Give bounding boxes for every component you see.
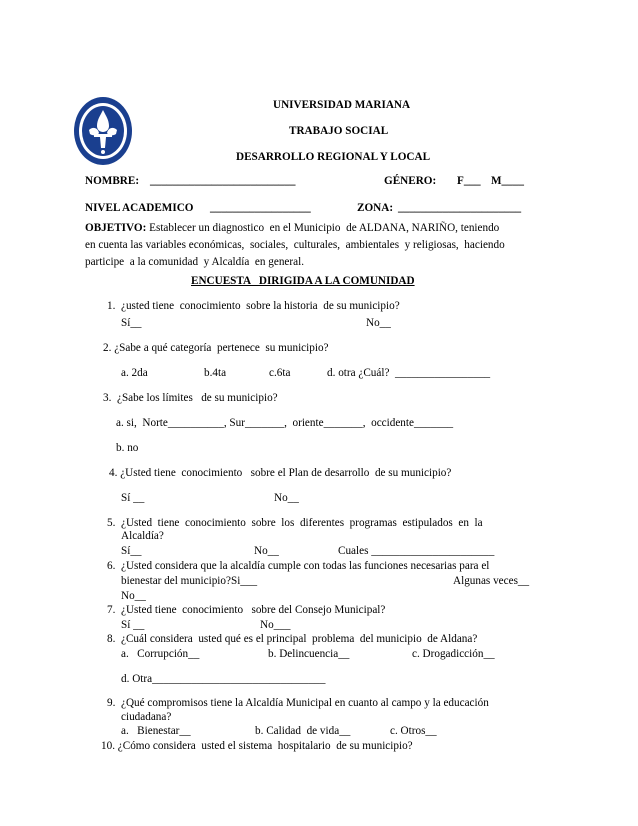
genero-f-option[interactable]: F___ <box>457 175 481 187</box>
objective-line-2: en cuenta las variables económicas, sociales, culturales, ambientales y religiosas, haciendo <box>85 239 505 251</box>
objective-label: OBJETIVO: <box>85 222 147 234</box>
q8-option-a[interactable]: a. Corrupción__ <box>121 648 200 660</box>
objective-line-1 <box>85 223 499 234</box>
question-2: 2. ¿Sabe a qué categoría pertenece su municipio? <box>103 342 329 354</box>
q9-option-a[interactable]: a. Bienestar__ <box>121 725 191 737</box>
question-7: 7. ¿Usted tiene conocimiento sobre del Consejo Municipal? <box>107 604 386 616</box>
nombre-field[interactable]: __________________________ <box>150 175 296 187</box>
objective-line-3: participe a la comunidad y Alcaldía en general. <box>85 256 304 268</box>
question-3: 3. ¿Sabe los límites de su municipio? <box>103 392 278 404</box>
q3-option-a[interactable]: a. si, Norte__________, Sur_______, oriente_______, occidente_______ <box>116 417 454 429</box>
q7-option-si[interactable]: Sí __ <box>121 619 145 631</box>
q6-option-si[interactable]: bienestar del municipio?Si___ <box>121 575 258 587</box>
q4-option-no[interactable]: No__ <box>274 492 299 504</box>
nivel-label: NIVEL ACADEMICO <box>85 202 194 214</box>
nivel-field[interactable]: __________________ <box>210 202 311 214</box>
program-name: TRABAJO SOCIAL <box>289 125 389 137</box>
zona-field[interactable]: ______________________ <box>398 202 522 214</box>
q8-option-b[interactable]: b. Delincuencia__ <box>268 648 350 660</box>
question-9-cont: ciudadana? <box>121 711 172 723</box>
q1-option-si[interactable]: Sí__ <box>121 317 142 329</box>
q2-option-a[interactable]: a. 2da <box>121 367 148 379</box>
q8-option-d[interactable]: d. Otra_______________________________ <box>121 673 326 685</box>
genero-m-option[interactable]: M____ <box>491 175 524 187</box>
q2-option-c[interactable]: c.6ta <box>269 367 291 379</box>
question-4: 4. ¿Usted tiene conocimiento sobre el Plan de desarrollo de su municipio? <box>109 467 452 479</box>
zona-label: ZONA: <box>357 202 394 214</box>
q8-option-c[interactable]: c. Drogadicción__ <box>412 648 495 660</box>
course-name: DESARROLLO REGIONAL Y LOCAL <box>236 151 431 163</box>
q2-option-d[interactable]: d. otra ¿Cuál? _________________ <box>327 367 491 379</box>
q6-option-algunas[interactable]: Algunas veces__ <box>453 575 530 587</box>
q1-option-no[interactable]: No__ <box>366 317 391 329</box>
question-10: 10. ¿Cómo considera usted el sistema hospitalario de su municipio? <box>101 740 413 752</box>
q6-option-no[interactable]: No__ <box>121 590 146 602</box>
nombre-label: NOMBRE: <box>85 175 140 187</box>
question-6: 6. ¿Usted considera que la alcaldía cumple con todas las funciones necesarias para el <box>107 560 490 572</box>
q5-cuales-field[interactable]: Cuales ______________________ <box>338 545 495 557</box>
q7-option-no[interactable]: No___ <box>260 619 291 631</box>
university-name: UNIVERSIDAD MARIANA <box>273 99 411 111</box>
question-9: 9. ¿Qué compromisos tiene la Alcaldía Municipal en cuanto al campo y la educación <box>107 697 489 709</box>
objective-text: Establecer un diagnostico en el Municipio de ALDANA, NARIÑO, teniendo <box>146 222 500 234</box>
genero-label: GÉNERO: <box>384 175 437 187</box>
q4-option-si[interactable]: Sí __ <box>121 492 145 504</box>
question-5-cont: Alcaldía? <box>121 530 164 542</box>
survey-title: ENCUESTA DIRIGIDA A LA COMUNIDAD <box>191 275 415 287</box>
q3-option-b[interactable]: b. no <box>116 442 139 454</box>
q5-option-si[interactable]: Sí__ <box>121 545 142 557</box>
question-8: 8. ¿Cuál considera usted qué es el principal problema del municipio de Aldana? <box>107 633 478 645</box>
university-seal-logo <box>73 96 133 166</box>
q5-option-no[interactable]: No__ <box>254 545 279 557</box>
question-1: 1. ¿usted tiene conocimiento sobre la historia de su municipio? <box>107 300 400 312</box>
q9-option-c[interactable]: c. Otros__ <box>390 725 437 737</box>
q2-option-b[interactable]: b.4ta <box>204 367 227 379</box>
q9-option-b[interactable]: b. Calidad de vida__ <box>255 725 351 737</box>
question-5: 5. ¿Usted tiene conocimiento sobre los diferentes programas estipulados en la <box>107 517 483 529</box>
